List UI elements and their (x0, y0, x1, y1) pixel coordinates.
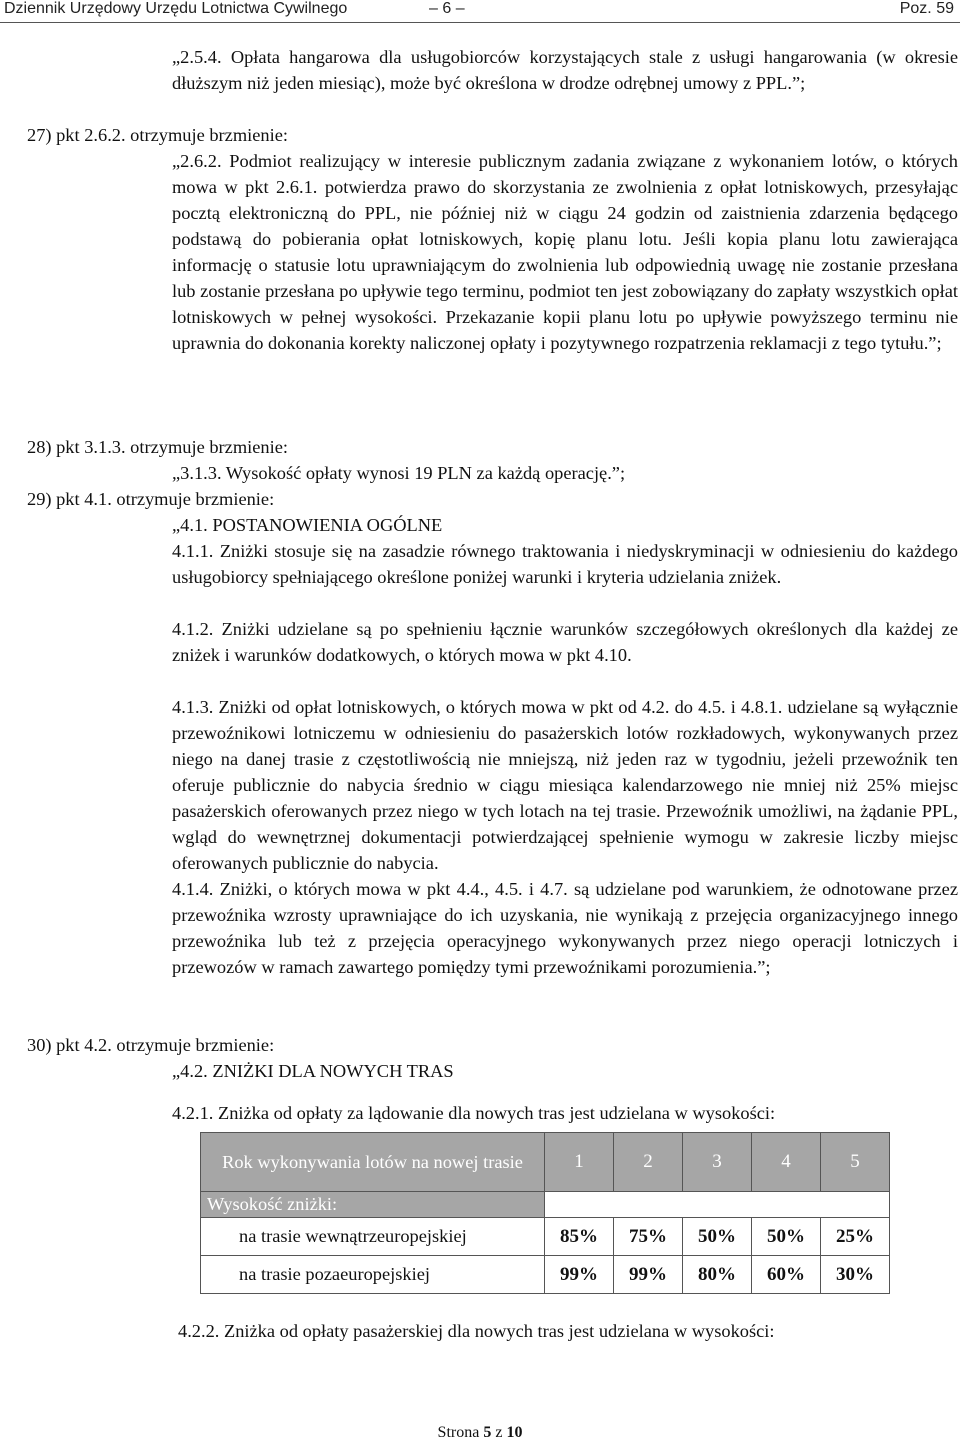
table-header-year: Rok wykonywania lotów na nowej trasie (201, 1133, 545, 1192)
table-subheader: Wysokość zniżki: (201, 1192, 545, 1218)
landing-discount-table (200, 1132, 890, 1294)
discount-value: 25% (821, 1218, 890, 1256)
footer-current-page: 5 (483, 1424, 492, 1441)
row-label: na trasie wewnątrzeuropejskiej (201, 1218, 545, 1256)
paragraph-4-2-1: 4.2.1. Zniżka od opłaty za lądowanie dla nowych tras jest udzielana w wysokości: (172, 1103, 776, 1123)
amendment-item-29: 29) pkt 4.1. otrzymuje brzmienie: (27, 489, 275, 509)
table-year-1: 1 (545, 1133, 614, 1192)
discount-value: 50% (752, 1218, 821, 1256)
amendment-item-27: 27) pkt 2.6.2. otrzymuje brzmienie: (27, 125, 288, 145)
table-year-2: 2 (614, 1133, 683, 1192)
footer-prefix: Strona (437, 1424, 484, 1441)
table-year-4: 4 (752, 1133, 821, 1192)
paragraph-3-1-3: „3.1.3. Wysokość opłaty wynosi 19 PLN za każdą operację.”; (172, 463, 626, 483)
paragraph-4-1-2: 4.1.2. Zniżki udzielane są po spełnieniu łącznie warunków szczegółowych określonych dla każdej ze zniżek i warunków dodatkowych, o których mowa w pkt 4.10. (172, 619, 958, 665)
table-subheader-empty (545, 1192, 890, 1218)
amendment-item-28: 28) pkt 3.1.3. otrzymuje brzmienie: (27, 437, 288, 457)
paragraph-4-1-1: 4.1.1. Zniżki stosuje się na zasadzie równego traktowania i niedyskryminacji w odniesieniu do każdego usługobiorcy spełniającego określone poniżej warunki i kryteria udzielania zniżek. (172, 541, 958, 587)
discount-value: 75% (614, 1218, 683, 1256)
discount-value: 80% (683, 1256, 752, 1294)
footer-separator: z (491, 1424, 507, 1441)
table-row (201, 1218, 890, 1256)
page-number: – 6 – (429, 0, 465, 17)
header-divider (0, 22, 960, 23)
page-footer (0, 1424, 960, 1442)
table-year-5: 5 (821, 1133, 890, 1192)
table-year-3: 3 (683, 1133, 752, 1192)
paragraph-4-1-3: 4.1.3. Zniżki od opłat lotniskowych, o których mowa w pkt od 4.2. do 4.5. i 4.8.1. udzielane są wyłącznie przewoźnikowi lotniczemu w odniesieniu do pasażerskich lotów rozkładowych, wykonywanych przez niego na danej trasie z częstotliwością nie mniejszą, niż jeden raz w tygodniu, jeżeli przewoźnik ten oferuje publicznie do nabycia średnio w ciągu miesiąca kalendarzowego nie mniej niż 25% miejsc pasażerskich oferowanych przez niego w tych lotach na tej trasie. Przewoźnik umożliwi, na żądanie PPL, wgląd do wewnętrznej dokumentacji potwierdzającej spełnienie wymogu w zakresie liczby miejsc oferowanych publicznie do nabycia. (172, 697, 958, 873)
footer-total-pages: 10 (506, 1424, 523, 1441)
section-4-1-title: „4.1. POSTANOWIENIA OGÓLNE (172, 515, 443, 535)
discount-value: 60% (752, 1256, 821, 1294)
paragraph-2-6-2: „2.6.2. Podmiot realizujący w interesie publicznym zadania związane z wykonaniem lotów, o których mowa w pkt 2.6.1. potwierdza prawo do skorzystania ze zwolnienia z opłat lotniskowych, przesyłając pocztą elektroniczną do PPL, nie później niż w ciągu 24 godzin od zaistnienia zdarzenia będącego podstawą do pobierania opłat lotniskowych, kopię planu lotu. Jeśli kopia planu lotu zawierająca informację o statusie lotu uprawniającym do zwolnienia lub odpowiednią uwagę nie zostanie przesłana lub zostanie przesłana po upływie tego terminu, podmiot ten jest zobowiązany do zapłaty wszystkich opłat lotniskowych w pełnej wysokości. Przekazanie kopii planu lotu po upływie powyższego terminu nie uprawnia do dokonania korekty naliczonej opłaty i pozytywnego rozpatrzenia reklamacji z tego tytułu.”; (172, 151, 958, 353)
paragraph-4-1-4: 4.1.4. Zniżki, o których mowa w pkt 4.4., 4.5. i 4.7. są udzielane pod warunkiem, że odnotowane przez przewoźnika wzrosty uprawniające do ich uzyskania, nie wynikają z przejęcia organizacyjnego innego przewoźnika lub też z przejęcia operacyjnego wykonywanych przez niego operacji lotniczych i przewozów w ramach zawartego pomiędzy tymi przewoźnikami porozumienia.”; (172, 879, 958, 977)
discount-value: 30% (821, 1256, 890, 1294)
discount-value: 50% (683, 1218, 752, 1256)
paragraph-4-2-2: 4.2.2. Zniżka od opłaty pasażerskiej dla nowych tras jest udzielana w wysokości: (178, 1321, 775, 1341)
row-label: na trasie pozaeuropejskiej (201, 1256, 545, 1294)
discount-value: 85% (545, 1218, 614, 1256)
section-4-2-title: „4.2. ZNIŻKI DLA NOWYCH TRAS (172, 1061, 454, 1081)
paragraph-2-5-4: „2.5.4. Opłata hangarowa dla usługobiorców korzystających stale z usługi hangarowania (w okresie dłuższym niż jeden miesiąc), może być określona w drodze odrębnej umowy z PPL.”; (172, 47, 958, 93)
position-number: Poz. 59 (899, 0, 954, 17)
discount-value: 99% (614, 1256, 683, 1294)
page-header (4, 0, 954, 22)
amendment-item-30: 30) pkt 4.2. otrzymuje brzmienie: (27, 1035, 275, 1055)
table-row (201, 1256, 890, 1294)
discount-value: 99% (545, 1256, 614, 1294)
journal-title: Dziennik Urzędowy Urzędu Lotnictwa Cywilnego (4, 0, 348, 17)
